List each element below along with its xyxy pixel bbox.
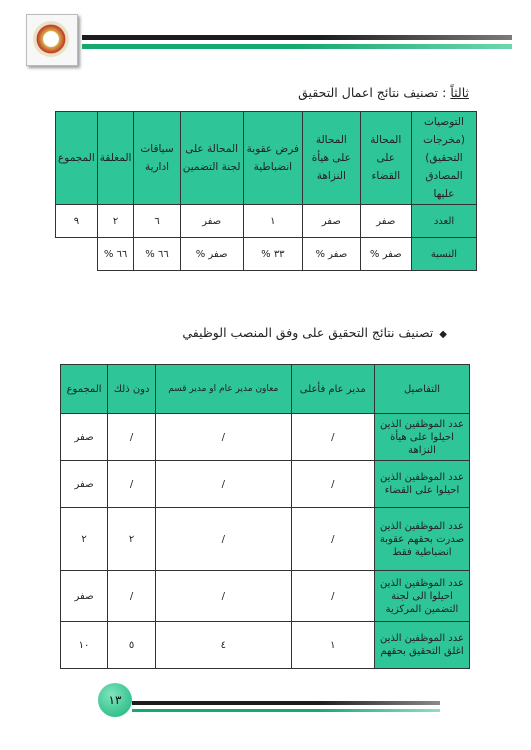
table1-col-header: المغلقة [97,112,134,205]
table2-cell: / [108,414,156,461]
table1-cell: ٩ [56,205,98,238]
table1-cell: صفر [303,205,361,238]
table2-cell: ١ [291,622,374,669]
table2-cell: / [291,414,374,461]
table2-cell: / [291,571,374,622]
table2-row [61,461,470,508]
table2-cell: / [108,461,156,508]
header-green-bar [82,44,512,49]
table1-col-header: فرض عقوبة انضباطية [243,112,302,205]
page-number-badge [98,683,132,717]
table1-cell: ٣٣ % [243,238,302,271]
table2-cell: صفر [61,414,108,461]
table2-row [61,622,470,669]
table1-cell: صفر [360,205,411,238]
table1-col-header: المحالة على هيأة النزاهة [303,112,361,205]
table1-cell: ٦٦ % [134,238,180,271]
table1-col-header: سياقات ادارية [134,112,180,205]
table1-row-label: العدد [412,205,477,238]
table1-row-percent [56,238,477,271]
table1-cell: صفر % [303,238,361,271]
table2-row-label: عدد الموظفين الذين اغلق التحقيق بحقهم [375,622,470,669]
table2-row [61,508,470,571]
table2-cell: صفر [61,461,108,508]
table2-row-label: عدد الموظفين الذين احيلوا على هيأة النزاهة [375,414,470,461]
table2-cell: صفر [61,571,108,622]
table2-col-header: دون ذلك [108,365,156,414]
table2-cell: / [108,571,156,622]
table2-cell: / [156,414,291,461]
table2-row-label: عدد الموظفين الذين احيلوا على القضاء [375,461,470,508]
page-number: ١٣ [108,693,122,707]
table2-row-label: عدد الموظفين الذين صدرت بحقهم عقوبة انضباطية فقط [375,508,470,571]
table1-cell: صفر % [180,238,243,271]
emblem-logo-icon [26,14,78,66]
table2-cell: ١٠ [61,622,108,669]
table1-cell: ٦ [134,205,180,238]
diamond-bullet-icon: ◆ [439,329,447,340]
table1-header-row [56,112,477,205]
footer-dark-bar [132,701,440,705]
table2-cell: ٤ [156,622,291,669]
section-title-text: : تصنيف نتائج اعمال التحقيق [298,85,451,100]
table2-cell: ٢ [61,508,108,571]
table2-cell: / [291,508,374,571]
table1-col-header: المحالة على لجنة التضمين [180,112,243,205]
table2-row [61,571,470,622]
table2-row [61,414,470,461]
table2-col-header: المجموع [61,365,108,414]
table2-cell: ٢ [108,508,156,571]
section-title-2 [182,325,447,340]
table2-cell: ٥ [108,622,156,669]
footer-green-bar [132,709,440,712]
table1-cell: ٦٦ % [97,238,134,271]
table1-row-header-label: التوصيات (مخرجات التحقيق) المصادق عليها [412,112,477,205]
table1-cell-empty [56,238,98,271]
table2-cell: / [156,571,291,622]
emblem-ring [33,21,69,57]
table2-row-label: عدد الموظفين الذين احيلوا الى لجنة التضمين المركزية [375,571,470,622]
table2-cell: / [291,461,374,508]
table2-cell: / [156,508,291,571]
table2-cell: / [156,461,291,508]
results-by-position-table [60,364,470,669]
table1-row-count [56,205,477,238]
table1-cell: ١ [243,205,302,238]
section-title-1 [298,85,469,100]
table2-col-header: مدير عام فأعلى [291,365,374,414]
table1-cell: صفر % [360,238,411,271]
header-dark-bar [82,35,512,40]
table1-col-header: المجموع [56,112,98,205]
table1-row-label: النسبة [412,238,477,271]
table2-col-header: معاون مدير عام او مدير قسم [156,365,291,414]
table1-col-header: المحالة على القضاء [360,112,411,205]
section-title-2-text: تصنيف نتائج التحقيق على وفق المنصب الوظيفي [182,325,434,340]
section-title-prefix: ثالثاً [450,85,469,100]
table1-cell: صفر [180,205,243,238]
table1-cell: ٢ [97,205,134,238]
table2-header-row [61,365,470,414]
investigation-results-table [55,111,477,271]
table2-col-header: التفاصيل [375,365,470,414]
